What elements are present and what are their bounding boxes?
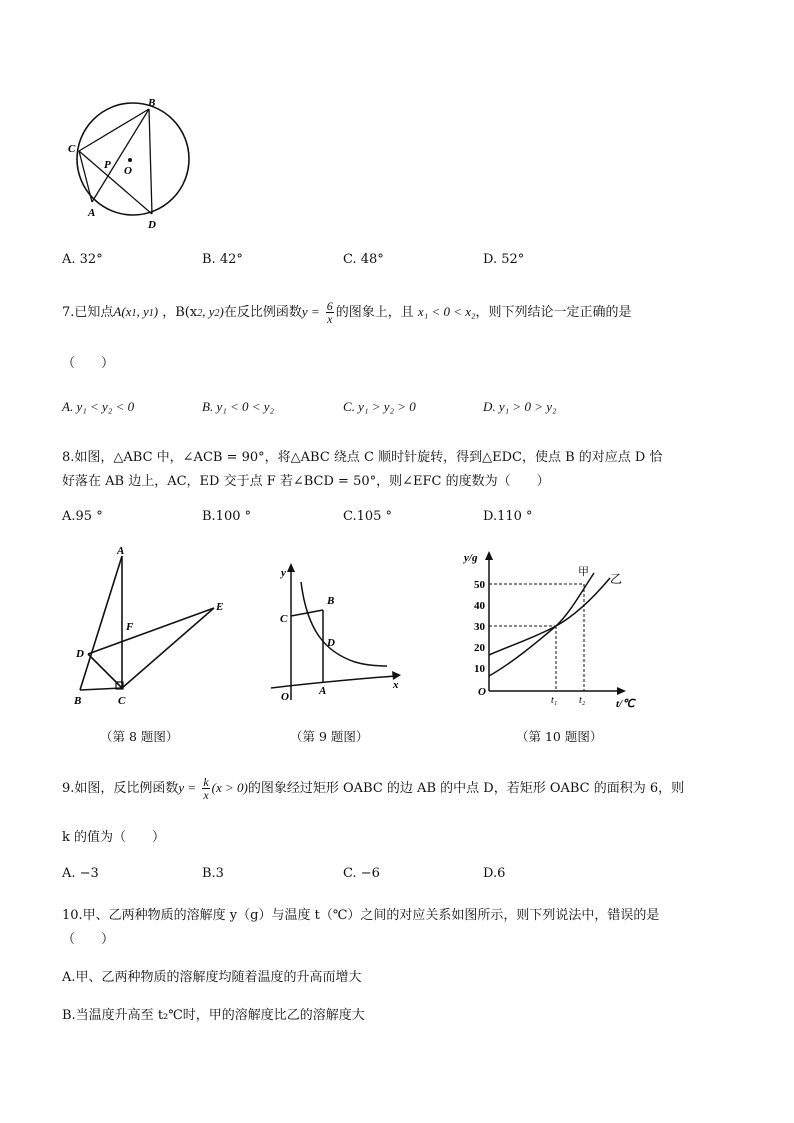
q8-stem-line1: 8.如图，△ABC 中，∠ACB = 90°，将△ABC 绕点 C 顺时针旋转，得到△EDC，使点 B 的对应点 D 恰 (62, 450, 663, 465)
chord-ab (92, 109, 149, 202)
t2-label: t₂ (579, 695, 586, 706)
hyperbola-curve (301, 582, 387, 666)
figure-8 (68, 542, 238, 712)
q10-option-a[interactable]: A.甲、乙两种物质的溶解度均随着温度的升高而增大 (62, 970, 362, 985)
label-b: B (327, 595, 335, 607)
q7-stem: 7.已知点A(x1, y1) ，B(x2, y2)在反比例函数y = $\frac{6}{x}$ 的图象上，且 x₁ < 0 < x₂，则下列结论一定正确的是 (62, 299, 632, 326)
ytick-10: 10 (474, 663, 485, 675)
q8-option-c[interactable]: C.105 ° (343, 509, 393, 524)
label-x: x (393, 679, 399, 691)
figure-10 (452, 545, 642, 715)
label-a: A (88, 207, 96, 219)
chord-bd (149, 109, 152, 214)
ytick-30: 30 (474, 621, 485, 633)
q8-option-a[interactable]: A.95 ° (62, 509, 103, 524)
q8-option-d[interactable]: D.110 ° (483, 509, 533, 524)
q7-option-b[interactable]: B. y₁ < 0 < y₂ (202, 399, 275, 414)
label-p: P (104, 159, 111, 171)
label-y: y (281, 567, 286, 579)
ytick-50: 50 (474, 579, 485, 591)
x-axis-label: t/℃ (616, 698, 635, 710)
q8-stem-line2: 好落在 AB 边上，AC，ED 交于点 F 若∠BCD = 50°，则∠EFC 的度数为（ ） (62, 474, 550, 489)
figure-10-caption: （第 10 题图） (516, 729, 603, 744)
chord-cb (79, 109, 149, 151)
chord-ca (79, 151, 92, 202)
center-point (128, 158, 132, 162)
series-yi-label: 乙 (610, 572, 623, 586)
q7-paren: （ ） (62, 356, 115, 371)
x-axis-arrow (617, 687, 626, 695)
label-d: D (76, 648, 84, 660)
label-d: D (327, 637, 335, 649)
q8-option-b[interactable]: B.100 ° (202, 509, 252, 524)
y-axis-label: y/g (464, 552, 478, 564)
q6-option-d[interactable]: D. 52° (483, 252, 525, 267)
q10-stem-line1: 10.甲、乙两种物质的溶解度 y（g）与温度 t（℃）之间的对应关系如图所示，则下列说法中，错误的是 (62, 908, 660, 923)
q7-option-c[interactable]: C. y₁ > y₂ > 0 (343, 399, 416, 414)
y-axis-arrow (485, 551, 493, 560)
seg-ce (122, 608, 214, 688)
label-f: F (126, 621, 134, 633)
ytick-40: 40 (474, 600, 485, 612)
q9-stem-line2: k 的值为（ ） (62, 830, 166, 845)
chord-cd (79, 151, 152, 214)
label-c: C (118, 695, 126, 707)
label-d: D (148, 219, 156, 231)
label-c: C (280, 613, 288, 625)
x-axis (271, 676, 395, 688)
q9-option-b[interactable]: B.3 (202, 866, 224, 881)
q6-option-c[interactable]: C. 48° (343, 252, 384, 267)
label-o: O (124, 165, 132, 177)
q9-option-a[interactable]: A. −3 (62, 866, 99, 881)
curve-yi (489, 578, 610, 655)
t1-label: t₁ (551, 695, 558, 706)
figure-9-caption: （第 9 题图） (290, 729, 369, 744)
q7-option-a[interactable]: A. y₁ < y₂ < 0 (62, 399, 135, 414)
q6-circle-figure (62, 92, 202, 237)
figure-9 (265, 560, 415, 710)
label-e: E (216, 601, 224, 613)
q9-stem-line1: 9.如图，反比例函数y = $\frac{k}{x}$ (x > 0)的图象经过矩形 OABC 的边 AB 的中点 D，若矩形 OABC 的面积为 6，则 (62, 775, 685, 802)
q7-option-d[interactable]: D. y₁ > 0 > y₂ (483, 399, 557, 414)
label-a: A (117, 545, 125, 557)
q6-option-b[interactable]: B. 42° (202, 252, 243, 267)
label-b: B (148, 97, 156, 109)
ytick-20: 20 (474, 642, 485, 654)
seg-de (88, 608, 214, 654)
origin-label: O (478, 686, 486, 698)
label-c: C (68, 143, 76, 155)
q9-option-d[interactable]: D.6 (483, 866, 506, 881)
q10-stem-line2: （ ） (62, 932, 115, 947)
label-o: O (281, 691, 289, 703)
series-jia-label: 甲 (578, 566, 589, 578)
curve-jia (489, 573, 594, 676)
label-a: A (319, 685, 327, 697)
q6-option-a[interactable]: A. 32° (62, 252, 103, 267)
seg-dc (88, 654, 122, 688)
seg-ab (80, 556, 122, 690)
y-axis-arrow (287, 563, 295, 572)
label-b: B (74, 695, 82, 707)
q10-option-b[interactable]: B.当温度升高至 t₂℃时，甲的溶解度比乙的溶解度大 (62, 1008, 365, 1023)
q9-option-c[interactable]: C. −6 (343, 866, 380, 881)
figure-8-caption: （第 8 题图） (100, 729, 179, 744)
